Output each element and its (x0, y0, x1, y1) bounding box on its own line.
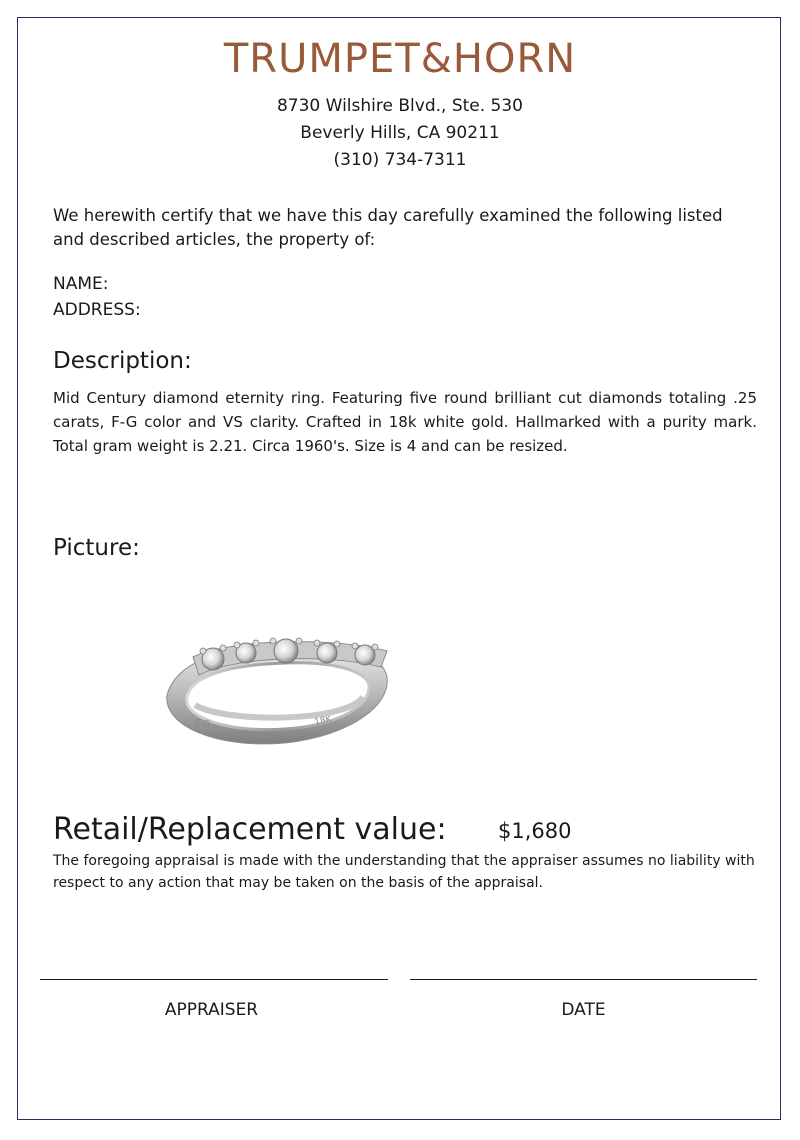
date-label: DATE (561, 1000, 606, 1020)
address-phone: (310) 734-7311 (333, 150, 467, 170)
address-city: Beverly Hills, CA 90211 (300, 123, 500, 143)
description-text: Mid Century diamond eternity ring. Featuring five round brilliant cut diamonds totaling .25 carats, F-G color and VS clarity. Crafted in 18k white gold. Hallmarked with a purity mark. Total gram weight is 2.21. Circa 1960's. Size is 4 and can be resized. (53, 389, 757, 455)
retail-value-label: Retail/Replacement value: (53, 812, 447, 847)
document-border (17, 17, 781, 1120)
date-signature-line (410, 979, 757, 980)
svg-text:18K: 18K (313, 714, 333, 728)
retail-value-amount: $1,680 (498, 819, 572, 843)
brand-logo: TRUMPET&HORN (223, 36, 577, 82)
ring-photo (155, 585, 405, 760)
appraiser-signature-line (40, 979, 388, 980)
description-heading: Description: (53, 348, 192, 374)
address-street: 8730 Wilshire Blvd., Ste. 530 (276, 96, 523, 116)
appraiser-label: APPRAISER (164, 1000, 259, 1020)
address-label: ADDRESS: (53, 300, 141, 320)
certification-text: We herewith certify that we have this day carefully examined the following listed and described articles, the property of: (53, 206, 723, 249)
svg-text:F·G: F·G (194, 718, 211, 731)
disclaimer-text: The foregoing appraisal is made with the understanding that the appraiser assumes no liability with respect to any action that may be taken on the basis of the appraisal. (53, 853, 755, 891)
name-label: NAME: (53, 274, 109, 294)
picture-heading: Picture: (53, 535, 140, 561)
